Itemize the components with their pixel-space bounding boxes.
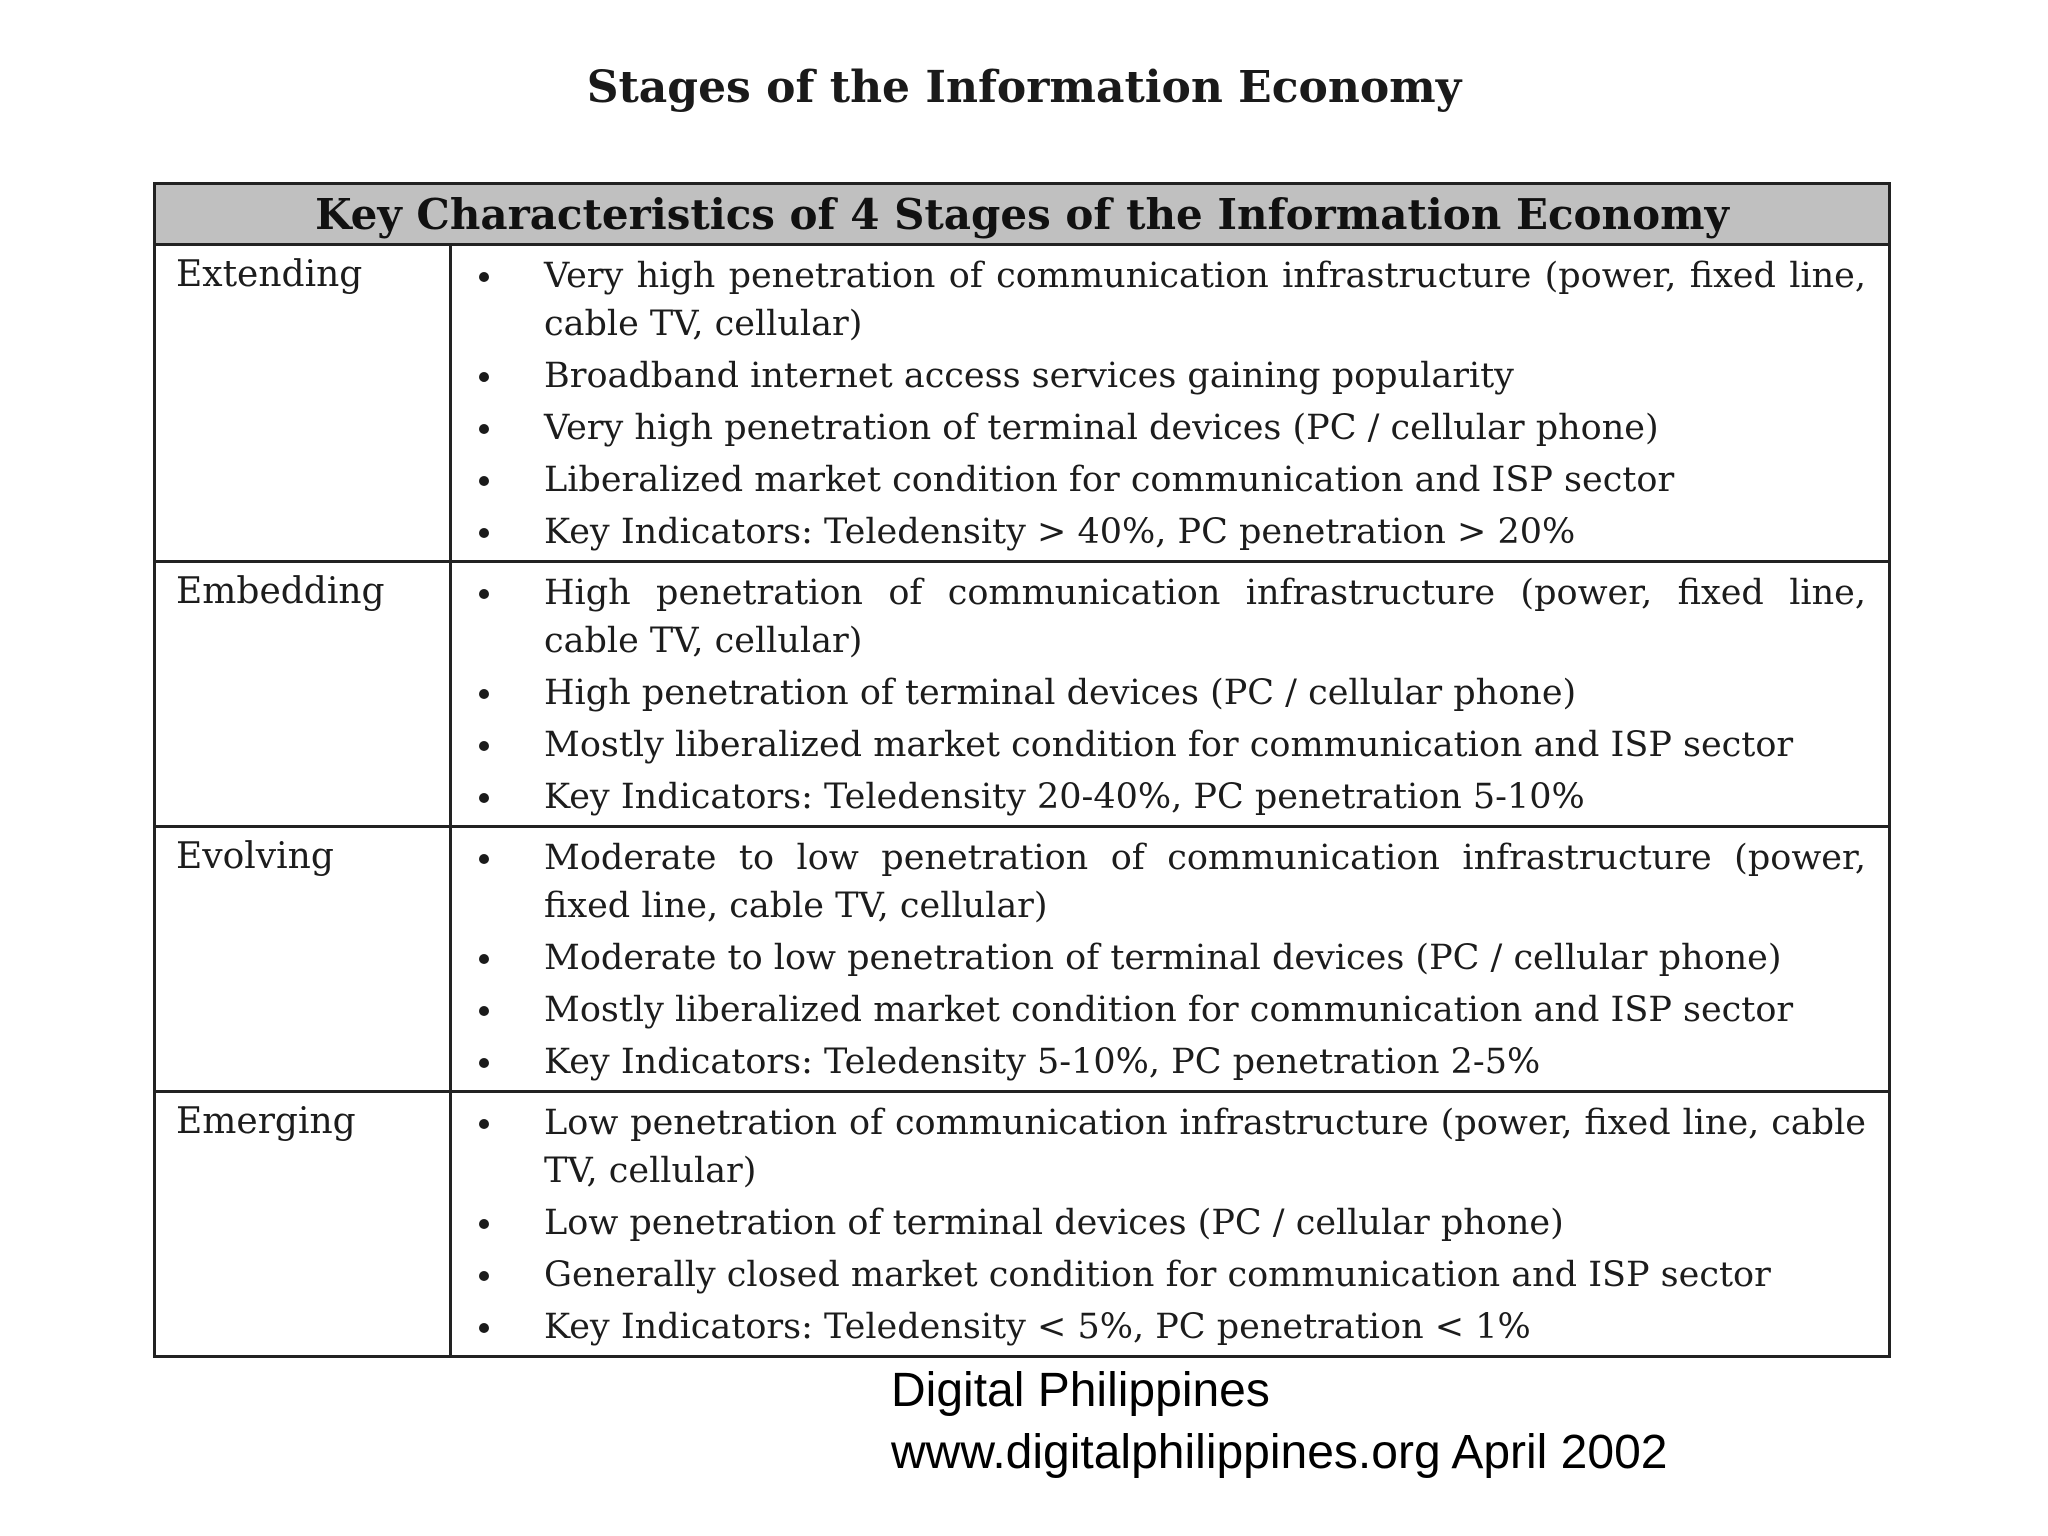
bullet-list	[452, 563, 1888, 821]
stage-name-evolving: Evolving	[155, 827, 451, 1092]
table-row-emerging	[155, 1092, 1890, 1357]
stage-characteristics-evolving	[451, 827, 1890, 1092]
bullet-item: Key Indicators: Teledensity 20-40%, PC penetration 5-10%	[452, 773, 1866, 821]
source-caption	[891, 1360, 1667, 1484]
source-url-date: www.digitalphilippines.org April 2002	[891, 1426, 1668, 1479]
bullet-item: Key Indicators: Teledensity 5-10%, PC penetration 2-5%	[452, 1038, 1866, 1086]
bullet-item: Mostly liberalized market condition for communication and ISP sector	[452, 986, 1866, 1034]
table-row-extending	[155, 245, 1890, 562]
bullet-item: Liberalized market condition for communication and ISP sector	[452, 456, 1866, 504]
bullet-list	[452, 1093, 1888, 1351]
stage-characteristics-emerging	[451, 1092, 1890, 1357]
page-title: Stages of the Information Economy	[586, 62, 1462, 113]
stages-table	[153, 182, 1891, 1358]
stage-characteristics-extending	[451, 245, 1890, 562]
bullet-item: Broadband internet access services gaining popularity	[452, 352, 1866, 400]
bullet-item: Low penetration of communication infrastructure (power, fixed line, cable TV, cellular)	[452, 1099, 1866, 1195]
bullet-item: Moderate to low penetration of terminal devices (PC / cellular phone)	[452, 934, 1866, 982]
source-name: Digital Philippines	[891, 1364, 1270, 1417]
bullet-list	[452, 828, 1888, 1086]
bullet-item: Very high penetration of communication infrastructure (power, fixed line, cable TV, cellular)	[452, 252, 1866, 348]
stage-name-embedding: Embedding	[155, 562, 451, 827]
table-header-row	[155, 184, 1890, 245]
table-row-evolving	[155, 827, 1890, 1092]
bullet-item: Moderate to low penetration of communication infrastructure (power, fixed line, cable TV, cellular)	[452, 834, 1866, 930]
stage-name-extending: Extending	[155, 245, 451, 562]
bullet-list	[452, 246, 1888, 556]
stage-name-emerging: Emerging	[155, 1092, 451, 1357]
bullet-item: Low penetration of terminal devices (PC / cellular phone)	[452, 1199, 1866, 1247]
bullet-item: Key Indicators: Teledensity < 5%, PC penetration < 1%	[452, 1303, 1866, 1351]
bullet-item: Very high penetration of terminal devices (PC / cellular phone)	[452, 404, 1866, 452]
bullet-item: Key Indicators: Teledensity > 40%, PC penetration > 20%	[452, 508, 1866, 556]
bullet-item: Generally closed market condition for communication and ISP sector	[452, 1251, 1866, 1299]
bullet-item: High penetration of terminal devices (PC / cellular phone)	[452, 669, 1866, 717]
table-header: Key Characteristics of 4 Stages of the Information Economy	[155, 184, 1890, 245]
table-row-embedding	[155, 562, 1890, 827]
bullet-item: Mostly liberalized market condition for communication and ISP sector	[452, 721, 1866, 769]
stage-characteristics-embedding	[451, 562, 1890, 827]
bullet-item: High penetration of communication infrastructure (power, fixed line, cable TV, cellular)	[452, 569, 1866, 665]
